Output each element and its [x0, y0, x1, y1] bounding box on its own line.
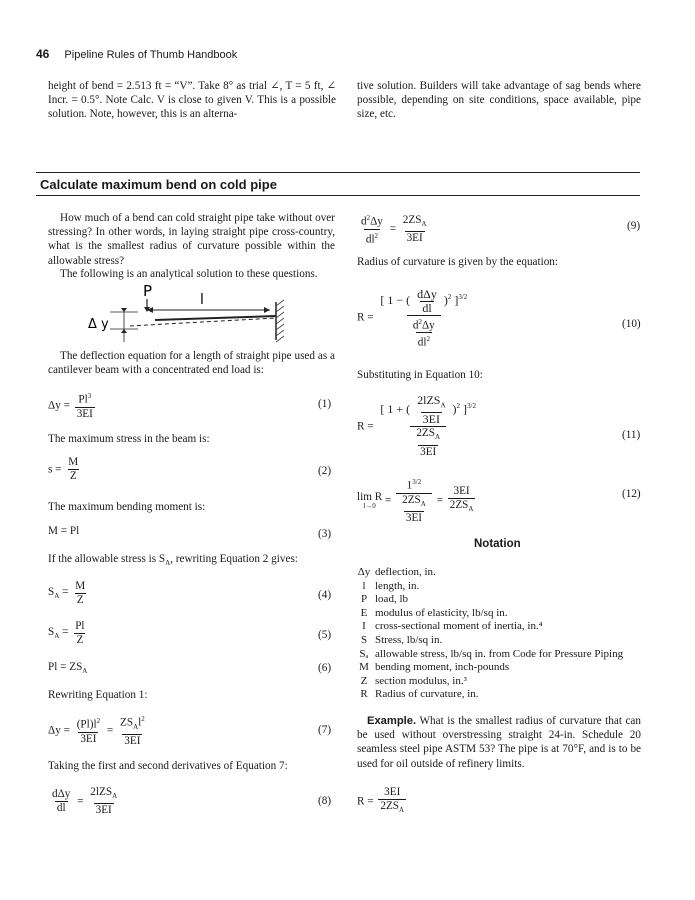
equation-10-number: (10) — [622, 318, 641, 330]
top-left-paragraph: height of bend = 2.513 ft = “V”. Take 8° as trial ∠, T = 5 ft, ∠ Incr. = 0.5°. Note Calc. V is close to given V. This is a possible solution. Note, however, this is an alterna- — [48, 80, 336, 121]
derivatives-text: Taking the first and second derivatives of Equation 7: — [48, 760, 288, 772]
equation-8: $\frac{\text{dΔy}}{dl}$ = $\frac{2lZS_A}{3EI}$ — [52, 786, 118, 817]
notation-item — [357, 566, 436, 580]
section-rule-top — [36, 172, 640, 173]
figure-label-p: P — [143, 282, 153, 300]
example-label: Example. — [367, 715, 417, 727]
equation-5: $S_A$ = $\frac{Pl}{Z}$ — [48, 620, 85, 646]
notation-item — [357, 580, 419, 594]
deflection-text: The deflection equation for a length of straight pipe used as a cantilever beam with a concentrated end load is: — [48, 350, 335, 377]
equation-9: $\frac{d^2\Delta y}{dl^2}$ = $\frac{2ZS_A}{3EI}$ — [361, 213, 427, 246]
notation-description: cross-sectional moment of inertia, in.⁴ — [375, 620, 543, 633]
cantilever-figure — [80, 282, 300, 354]
equation-2-number: (2) — [318, 465, 332, 477]
equation-7-number: (7) — [318, 724, 332, 736]
equation-7: Δy = $\frac{(Pl)l^2}{3EI}$ = $\frac{ZS_Al^2}{3EI}$ — [48, 715, 145, 747]
notation-symbol: S — [360, 634, 368, 646]
rewriting-text: Rewriting Equation 1: — [48, 689, 148, 701]
deflection-paragraph — [48, 349, 335, 377]
notation-symbol: E — [360, 606, 368, 619]
equation-1-number: (1) — [318, 398, 332, 410]
max-stress-text: The maximum stress in the beam is: — [48, 433, 210, 445]
allowable-text-a: If the allowable stress is S — [48, 553, 166, 565]
page-header — [36, 47, 237, 61]
equation-6: $Pl = ZS_A$ — [48, 661, 88, 676]
notation-symbol: Z — [360, 674, 368, 687]
notation-description: modulus of elasticity, lb/sq in. — [375, 606, 508, 619]
section-rule-bottom — [36, 195, 640, 196]
notation-description: section modulus, in.³ — [375, 674, 467, 687]
notation-item — [357, 607, 508, 621]
radius-given-text: Radius of curvature is given by the equation: — [357, 256, 559, 268]
equation-12: lim R l→0 = $\frac{1^{3/2}}{\frac{2ZS_A}{3EI}}$ = $\frac{3EI}{2ZS_A}$ — [357, 478, 474, 524]
equation-10: R = [ 1 − ( $\frac{\text{dΔy}}{dl}$ )$^2$ ]$^{3/2}$ $\frac{d^2\Delta y}{dl^2}$ — [357, 286, 468, 350]
equation-3-number: (3) — [318, 528, 332, 540]
notation-item — [357, 648, 623, 662]
equation-3: M = Pl — [48, 525, 80, 537]
notation-item — [357, 634, 442, 648]
equation-2: s = $\frac{M}{Z}$ — [48, 456, 79, 482]
notation-description: allowable stress, lb/sq in. from Code for Pressure Piping — [375, 647, 624, 660]
notation-title: Notation — [474, 538, 521, 550]
section-title: Calculate maximum bend on cold pipe — [40, 177, 277, 192]
intro-text-2: The following is an analytical solution to these questions. — [60, 268, 318, 280]
equation-4: $S_A$ = $\frac{M}{Z}$ — [48, 580, 86, 606]
notation-description: bending moment, inch-pounds — [375, 661, 510, 674]
intro-text-1: How much of a bend can cold straight pipe take without over stressing? In other words, in laying straight pipe cross-country, what is the smallest radius of curvature possible within the allowable stress? — [48, 212, 335, 267]
top-right-paragraph: tive solution. Builders will take advantage of sag bends where possible, depending on site conditions, space available, pipe size, etc. — [357, 80, 641, 121]
equation-9-number: (9) — [627, 220, 641, 232]
max-moment-text: The maximum bending moment is: — [48, 501, 206, 513]
equation-11-number: (11) — [622, 429, 641, 441]
equation-1: Δy = $\frac{Pl^3}{3EI}$ — [48, 392, 93, 420]
notation-symbol: P — [360, 593, 368, 606]
figure-label-l: l — [200, 292, 204, 308]
notation-description: Radius of curvature, in. — [375, 688, 479, 701]
equation-5-number: (5) — [318, 629, 332, 641]
notation-description: load, lb — [375, 593, 408, 606]
figure-label-dy: Δ y — [88, 317, 109, 332]
notation-item — [357, 688, 479, 702]
notation-item — [357, 593, 408, 607]
substituting-text: Substituting in Equation 10: — [357, 369, 483, 381]
example-paragraph — [357, 714, 641, 771]
equation-4-number: (4) — [318, 589, 332, 601]
notation-item — [357, 661, 509, 675]
example-text: What is the smallest radius of curvature that can be used without overstressing straight 24-in. Schedule 20 seamless steel pipe ASTM 53? The pipe is at 70°F, and is to be used for oil outside of refinery limits. — [357, 715, 641, 770]
allowable-text-sub: A — [165, 559, 171, 568]
notation-symbol: I — [362, 620, 366, 633]
running-title: Pipeline Rules of Thumb Handbook — [64, 49, 238, 61]
equation-11: R = [ 1 + ( $\frac{2lZS_A}{3EI}$ )$^2$ ]$^{3/2}$ $\frac{2ZS_A}{3EI}$ — [357, 393, 476, 458]
allowable-text-b: , rewriting Equation 2 gives: — [170, 553, 298, 565]
intro-paragraph — [48, 211, 335, 268]
notation-symbol: R — [360, 688, 368, 701]
wall-hatch — [276, 300, 284, 342]
notation-description: deflection, in. — [375, 566, 436, 578]
notation-description: Stress, lb/sq in. — [375, 634, 443, 646]
page-number: 46 — [36, 47, 50, 61]
notation-description: length, in. — [375, 579, 420, 592]
notation-item — [357, 675, 467, 689]
notation-symbol: Δy — [357, 566, 371, 578]
notation-symbol: l — [362, 579, 366, 592]
equation-final: R = $\frac{3EI}{2ZS_A}$ — [357, 786, 408, 817]
equation-6-number: (6) — [318, 662, 332, 674]
equation-8-number: (8) — [318, 795, 332, 807]
notation-symbol: Sₐ — [359, 647, 369, 660]
notation-symbol: M — [359, 661, 369, 674]
notation-item — [357, 620, 543, 634]
equation-12-number: (12) — [622, 488, 641, 500]
allowable-stress-text — [48, 552, 298, 570]
